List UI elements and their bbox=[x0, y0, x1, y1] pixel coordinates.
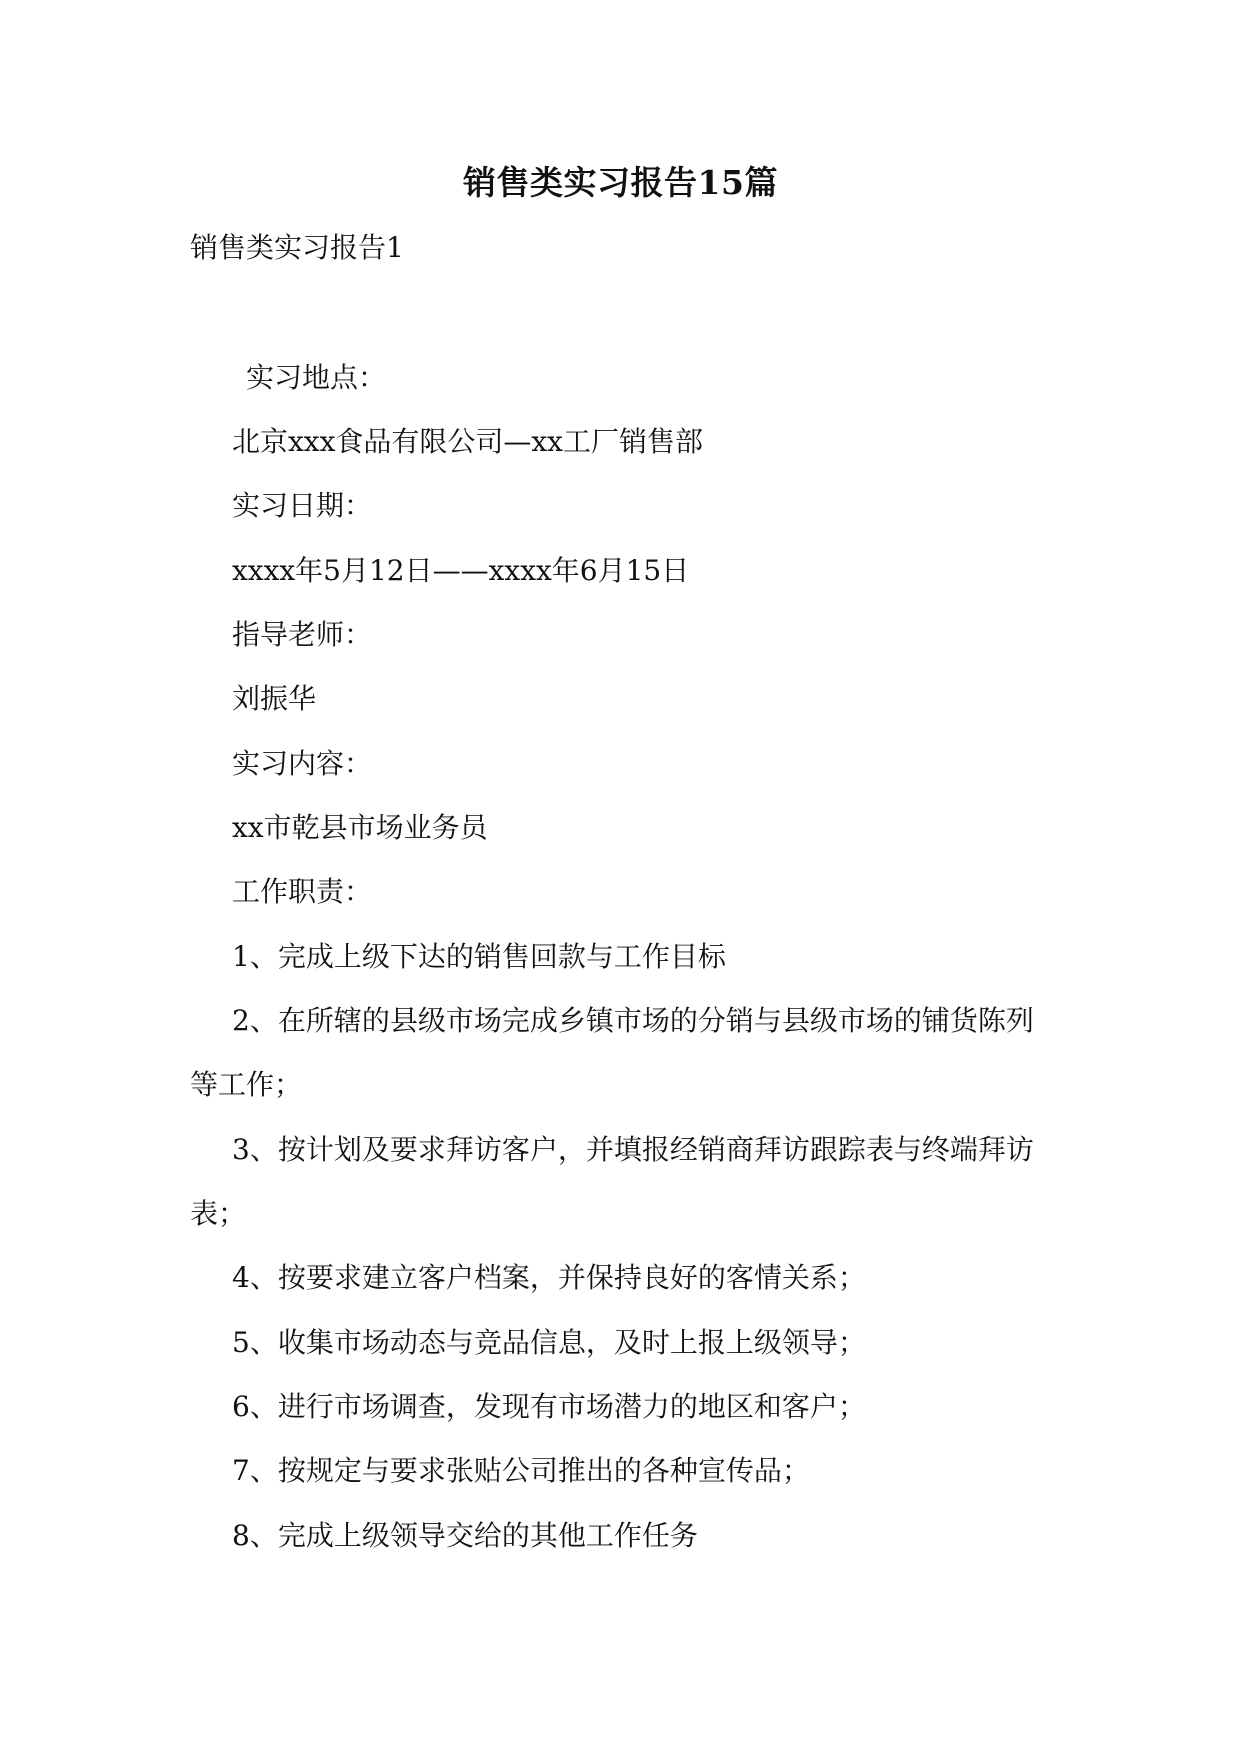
duty-item-2-continued: 等工作； bbox=[190, 1068, 303, 1101]
value-internship-date: xxxx年5月12日——xxxx年6月15日 bbox=[232, 554, 690, 587]
value-internship-content: xx市乾县市场业务员 bbox=[232, 811, 488, 844]
label-internship-location: 实习地点： bbox=[246, 361, 387, 394]
duty-item-3-continued: 表； bbox=[190, 1197, 247, 1230]
document-title: 销售类实习报告15篇 bbox=[463, 163, 778, 202]
duty-item-4: 4、按要求建立客户档案，并保持良好的客情关系； bbox=[232, 1261, 866, 1294]
label-instructor: 指导老师： bbox=[232, 618, 373, 651]
duty-item-8: 8、完成上级领导交给的其他工作任务 bbox=[232, 1519, 698, 1552]
duty-item-6: 6、进行市场调查，发现有市场潜力的地区和客户； bbox=[232, 1390, 866, 1423]
section-heading: 销售类实习报告1 bbox=[190, 231, 404, 264]
duty-item-7: 7、按规定与要求张贴公司推出的各种宣传品； bbox=[232, 1454, 810, 1487]
duty-item-3: 3、按计划及要求拜访客户，并填报经销商拜访跟踪表与终端拜访 bbox=[232, 1133, 1034, 1166]
label-job-duties: 工作职责： bbox=[232, 875, 373, 908]
duty-item-1: 1、完成上级下达的销售回款与工作目标 bbox=[232, 940, 726, 973]
duty-item-2: 2、在所辖的县级市场完成乡镇市场的分销与县级市场的铺货陈列 bbox=[232, 1004, 1034, 1037]
label-internship-content: 实习内容： bbox=[232, 747, 373, 780]
value-instructor: 刘振华 bbox=[232, 682, 317, 715]
label-internship-date: 实习日期： bbox=[232, 489, 373, 522]
value-internship-location: 北京xxx食品有限公司—xx工厂销售部 bbox=[232, 425, 703, 458]
duty-item-5: 5、收集市场动态与竞品信息，及时上报上级领导； bbox=[232, 1326, 866, 1359]
